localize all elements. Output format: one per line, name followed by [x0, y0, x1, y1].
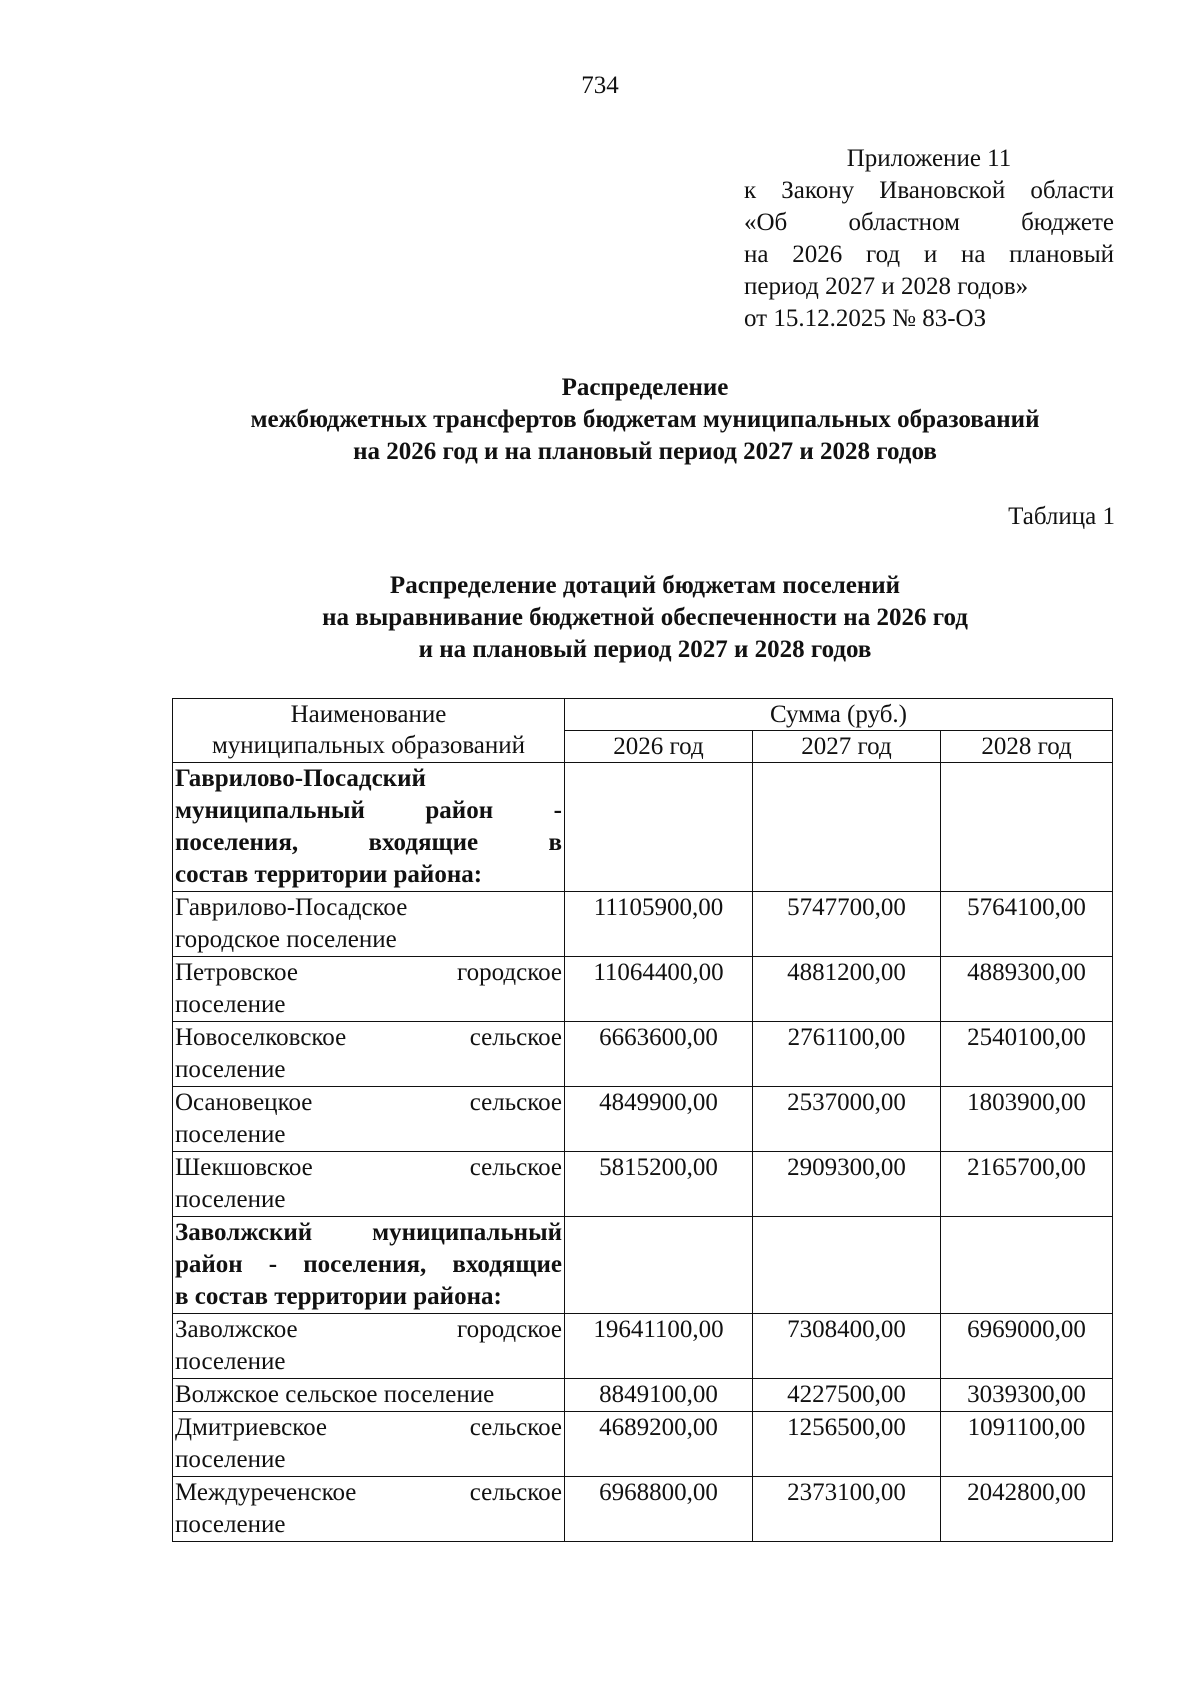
table-title — [0, 570, 1200, 666]
header-name-line: муниципальных образований — [211, 732, 526, 759]
appendix-line: «Об областном бюджете — [744, 209, 1114, 236]
amount-2026-cell: 8849100,00 — [565, 1379, 753, 1412]
municipality-name-line: поселения, входящие в — [175, 829, 562, 856]
appendix-line: от 15.12.2025 № 83-ОЗ — [744, 305, 987, 332]
appendix-line: период 2027 и 2028 годов» — [744, 273, 1029, 300]
table-number: Таблица 1 — [1008, 503, 1115, 530]
table-row — [173, 1022, 1113, 1087]
municipality-name-cell — [173, 1379, 565, 1412]
table-title-line: и на плановый период 2027 и 2028 годов — [418, 636, 872, 663]
municipality-name-line: Шекшовское сельское — [175, 1154, 562, 1181]
amount-2028-cell: 1091100,00 — [941, 1412, 1113, 1477]
municipality-name-line: поселение — [175, 1348, 286, 1375]
municipality-name-line: Заволжское городское — [175, 1316, 562, 1343]
appendix-line: на 2026 год и на плановый — [744, 241, 1114, 268]
table-row — [173, 1379, 1113, 1412]
amount-2027-cell — [753, 1217, 941, 1314]
municipality-name-cell — [173, 1022, 565, 1087]
header-sum: Сумма (руб.) — [565, 699, 1113, 731]
municipality-name-cell — [173, 1087, 565, 1152]
municipality-name-line: поселение — [175, 1056, 286, 1083]
municipality-name-cell — [173, 1152, 565, 1217]
appendix-line: к Закону Ивановской области — [744, 177, 1114, 204]
table-body — [173, 763, 1113, 1542]
amount-2028-cell: 4889300,00 — [941, 957, 1113, 1022]
amount-2026-cell: 11105900,00 — [565, 892, 753, 957]
municipality-name-line: Осановецкое сельское — [175, 1089, 562, 1116]
page-number: 734 — [581, 72, 619, 99]
municipality-name-line: состав территории района: — [175, 861, 483, 888]
subsidy-table — [172, 698, 1113, 1542]
header-year-2026: 2026 год — [565, 731, 753, 763]
municipality-name-line: Волжское сельское поселение — [175, 1381, 495, 1408]
amount-2027-cell: 2537000,00 — [753, 1087, 941, 1152]
municipality-name-line: городское поселение — [175, 926, 397, 953]
appendix-line: Приложение 11 — [846, 145, 1012, 172]
municipality-name-line: Междуреченское сельское — [175, 1479, 562, 1506]
header-name-line: Наименование — [290, 701, 447, 728]
municipality-name-line: Заволжский муниципальный — [175, 1219, 562, 1246]
municipality-name-line: муниципальный район - — [175, 797, 562, 824]
table-group-row — [173, 1217, 1113, 1314]
amount-2028-cell — [941, 1217, 1113, 1314]
municipality-name-line: поселение — [175, 1511, 286, 1538]
amount-2028-cell — [941, 763, 1113, 892]
amount-2026-cell: 6968800,00 — [565, 1477, 753, 1542]
document-title-line: Распределение — [561, 374, 729, 401]
amount-2027-cell — [753, 763, 941, 892]
municipality-name-line: поселение — [175, 991, 286, 1018]
amount-2026-cell: 19641100,00 — [565, 1314, 753, 1379]
municipality-name-line: в состав территории района: — [175, 1283, 502, 1310]
document-title — [0, 372, 1200, 468]
table-row — [173, 1314, 1113, 1379]
table-row — [173, 1152, 1113, 1217]
amount-2026-cell: 5815200,00 — [565, 1152, 753, 1217]
table-row — [173, 1477, 1113, 1542]
document-title-line: межбюджетных трансфертов бюджетам муниципальных образований — [250, 406, 1040, 433]
municipality-name-line: Гаврилово-Посадский — [175, 765, 426, 792]
municipality-name-line: поселение — [175, 1186, 286, 1213]
municipality-name-line: район - поселения, входящие — [175, 1251, 562, 1278]
municipality-name-cell — [173, 763, 565, 892]
amount-2028-cell: 1803900,00 — [941, 1087, 1113, 1152]
municipality-name-line: Петровское городское — [175, 959, 562, 986]
amount-2028-cell: 5764100,00 — [941, 892, 1113, 957]
amount-2027-cell: 5747700,00 — [753, 892, 941, 957]
document-title-line: на 2026 год и на плановый период 2027 и 2028 годов — [353, 438, 937, 465]
amount-2027-cell: 7308400,00 — [753, 1314, 941, 1379]
amount-2026-cell — [565, 1217, 753, 1314]
amount-2028-cell: 2165700,00 — [941, 1152, 1113, 1217]
municipality-name-cell — [173, 1217, 565, 1314]
amount-2027-cell: 2909300,00 — [753, 1152, 941, 1217]
amount-2028-cell: 2540100,00 — [941, 1022, 1113, 1087]
amount-2027-cell: 2373100,00 — [753, 1477, 941, 1542]
municipality-name-cell — [173, 892, 565, 957]
header-year-2027: 2027 год — [753, 731, 941, 763]
table-group-row — [173, 763, 1113, 892]
header-name-column — [173, 699, 565, 763]
amount-2027-cell: 1256500,00 — [753, 1412, 941, 1477]
amount-2028-cell: 3039300,00 — [941, 1379, 1113, 1412]
municipality-name-line: поселение — [175, 1446, 286, 1473]
amount-2028-cell: 6969000,00 — [941, 1314, 1113, 1379]
amount-2027-cell: 4881200,00 — [753, 957, 941, 1022]
amount-2027-cell: 4227500,00 — [753, 1379, 941, 1412]
municipality-name-cell — [173, 957, 565, 1022]
amount-2026-cell: 4689200,00 — [565, 1412, 753, 1477]
amount-2026-cell: 11064400,00 — [565, 957, 753, 1022]
municipality-name-line: Гаврилово-Посадское — [175, 894, 408, 921]
amount-2026-cell: 6663600,00 — [565, 1022, 753, 1087]
amount-2026-cell — [565, 763, 753, 892]
amount-2027-cell: 2761100,00 — [753, 1022, 941, 1087]
table-title-line: на выравнивание бюджетной обеспеченности на 2026 год — [322, 604, 968, 631]
header-year-2028: 2028 год — [941, 731, 1113, 763]
amount-2028-cell: 2042800,00 — [941, 1477, 1113, 1542]
table-row — [173, 957, 1113, 1022]
municipality-name-cell — [173, 1412, 565, 1477]
appendix-block — [744, 143, 1114, 335]
municipality-name-line: Дмитриевское сельское — [175, 1414, 562, 1441]
municipality-name-line: Новоселковское сельское — [175, 1024, 562, 1051]
table-row — [173, 1412, 1113, 1477]
municipality-name-line: поселение — [175, 1121, 286, 1148]
table-row — [173, 892, 1113, 957]
municipality-name-cell — [173, 1477, 565, 1542]
municipality-name-cell — [173, 1314, 565, 1379]
table-title-line: Распределение дотаций бюджетам поселений — [389, 572, 901, 599]
table-row — [173, 1087, 1113, 1152]
amount-2026-cell: 4849900,00 — [565, 1087, 753, 1152]
